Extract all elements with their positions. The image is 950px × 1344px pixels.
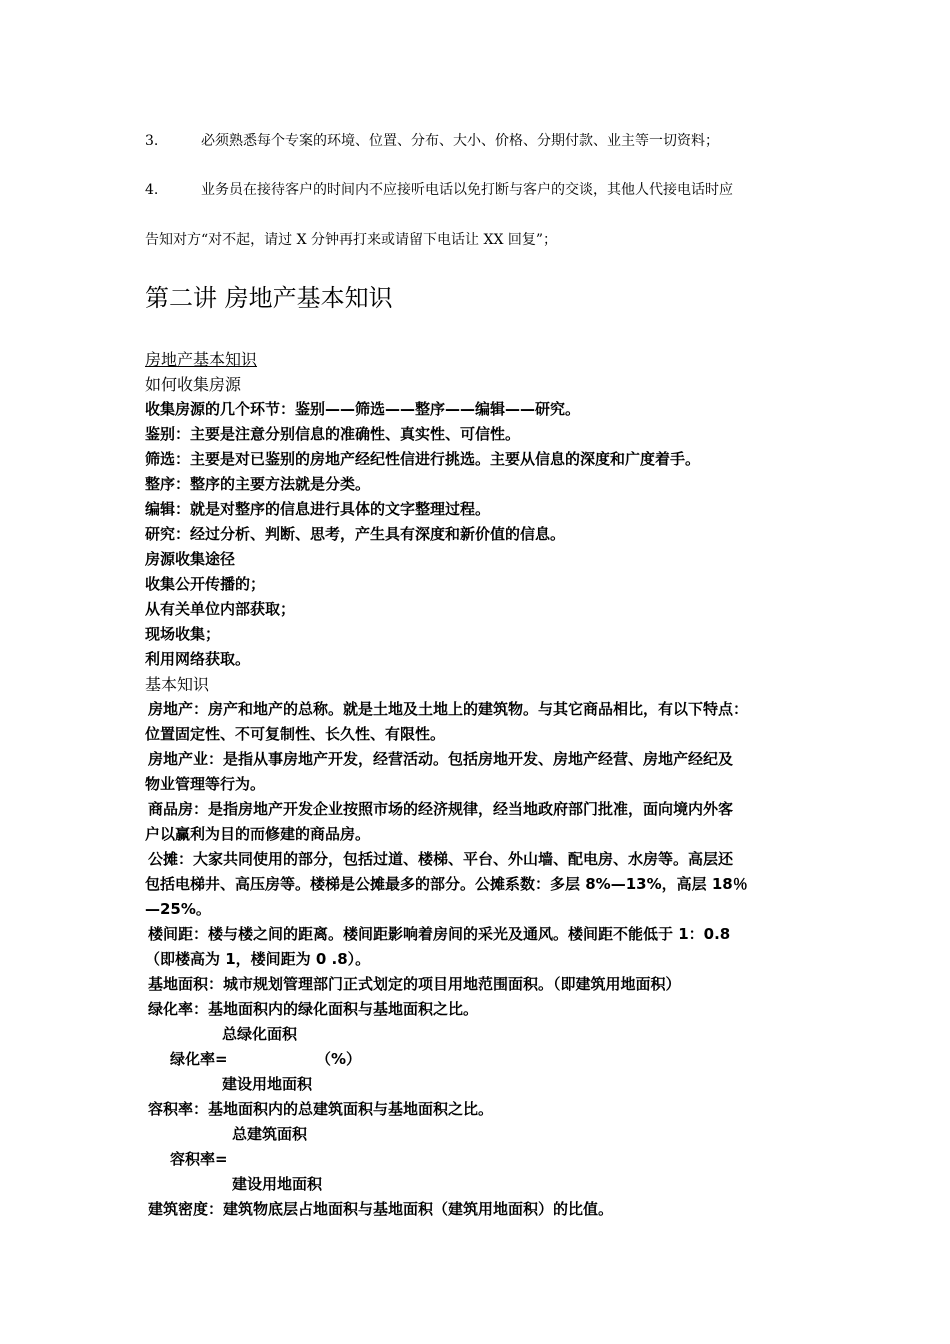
paragraph-line: 房地产业：是指从事房地产开发，经营活动。包括房地开发、房地产经营、房地产经纪及 [148,750,734,768]
formula-numerator: 总建筑面积 [232,1125,308,1143]
paragraph-line: 商品房：是指房地产开发企业按照市场的经济规律，经当地政府部门批准，面向境内外客 [148,800,734,818]
paragraph-line: 利用网络获取。 [145,650,251,668]
formula-denominator: 建设用地面积 [222,1075,313,1093]
list-item-3 [145,130,719,150]
paragraph-line: 户以赢利为目的而修建的商品房。 [145,825,371,843]
subheading-collect: 如何收集房源 [145,375,242,394]
formula-denominator: 建设用地面积 [232,1175,323,1193]
paragraph-line: 绿化率：基地面积内的绿化面积与基地面积之比。 [148,1000,479,1018]
formula-numerator: 总绿化面积 [222,1025,298,1043]
paragraph-line: 从有关单位内部获取； [145,600,296,618]
paragraph-line: 公摊：大家共同使用的部分，包括过道、楼梯、平台、外山墙、配电房、水房等。高层还 [148,850,734,868]
formula-lhs: 绿化率= [170,1050,228,1068]
paragraph-line: 楼间距：楼与楼之间的距离。楼间距影响着房间的采光及通风。楼间距不能低于 1：0.8 [148,925,731,943]
paragraph-line: 包括电梯井、高压房等。楼梯是公摊最多的部分。公摊系数：多层 8%—13%，高层 18％ [145,875,748,893]
paragraph-line: 收集公开传播的； [145,575,266,593]
paragraph-line: 位置固定性、不可复制性、长久性、有限性。 [145,725,446,743]
section-heading: 第二讲 房地产基本知识 [145,284,393,312]
paragraph-line: 研究：经过分析、判断、思考，产生具有深度和新价值的信息。 [145,525,566,543]
paragraph-line: 筛选：主要是对已鉴别的房地产经纪性信进行挑选。主要从信息的深度和广度着手。 [145,450,701,468]
paragraph-line: 现场收集； [145,625,221,643]
formula-percent: （%） [316,1050,362,1068]
paragraph-line: 整序：整序的主要方法就是分类。 [145,475,371,493]
paragraph-line: 收集房源的几个环节：鉴别——筛选——整序——编辑——研究。 [145,400,581,418]
formula-lhs: 容积率= [170,1150,228,1168]
subheading-basics: 基本知识 [145,675,210,694]
list-item-4-continuation: 告知对方“对不起，请过 X 分钟再打来或请留下电话让 XX 回复”； [145,232,558,248]
paragraph-line: 鉴别：主要是注意分别信息的准确性、真实性、可信性。 [145,425,521,443]
list-number: 4. [145,182,159,198]
list-item-4 [145,179,733,199]
list-number: 3. [145,133,159,149]
section-link[interactable]: 房地产基本知识 [145,350,258,369]
paragraph-line: 编辑：就是对整序的信息进行具体的文字整理过程。 [145,500,491,518]
paragraph-line: 物业管理等行为。 [145,775,266,793]
list-text: 必须熟悉每个专案的环境、位置、分布、大小、价格、分期付款、业主等一切资料； [201,133,719,149]
list-text: 业务员在接待客户的时间内不应接听电话以免打断与客户的交谈，其他人代接电话时应 [201,182,733,198]
paragraph-line: 房地产：房产和地产的总称。就是土地及土地上的建筑物。与其它商品相比，有以下特点： [148,700,749,718]
paragraph-line: （即楼高为 1，楼间距为 0 .8）。 [145,950,371,968]
paragraph-line: —25%。 [145,900,211,918]
paragraph-line: 容积率：基地面积内的总建筑面积与基地面积之比。 [148,1100,494,1118]
paragraph-line: 房源收集途径 [145,550,236,568]
paragraph-line: 基地面积：城市规划管理部门正式划定的项目用地范围面积。（即建筑用地面积） [148,975,681,993]
paragraph-line: 建筑密度：建筑物底层占地面积与基地面积（建筑用地面积）的比值。 [148,1200,614,1218]
